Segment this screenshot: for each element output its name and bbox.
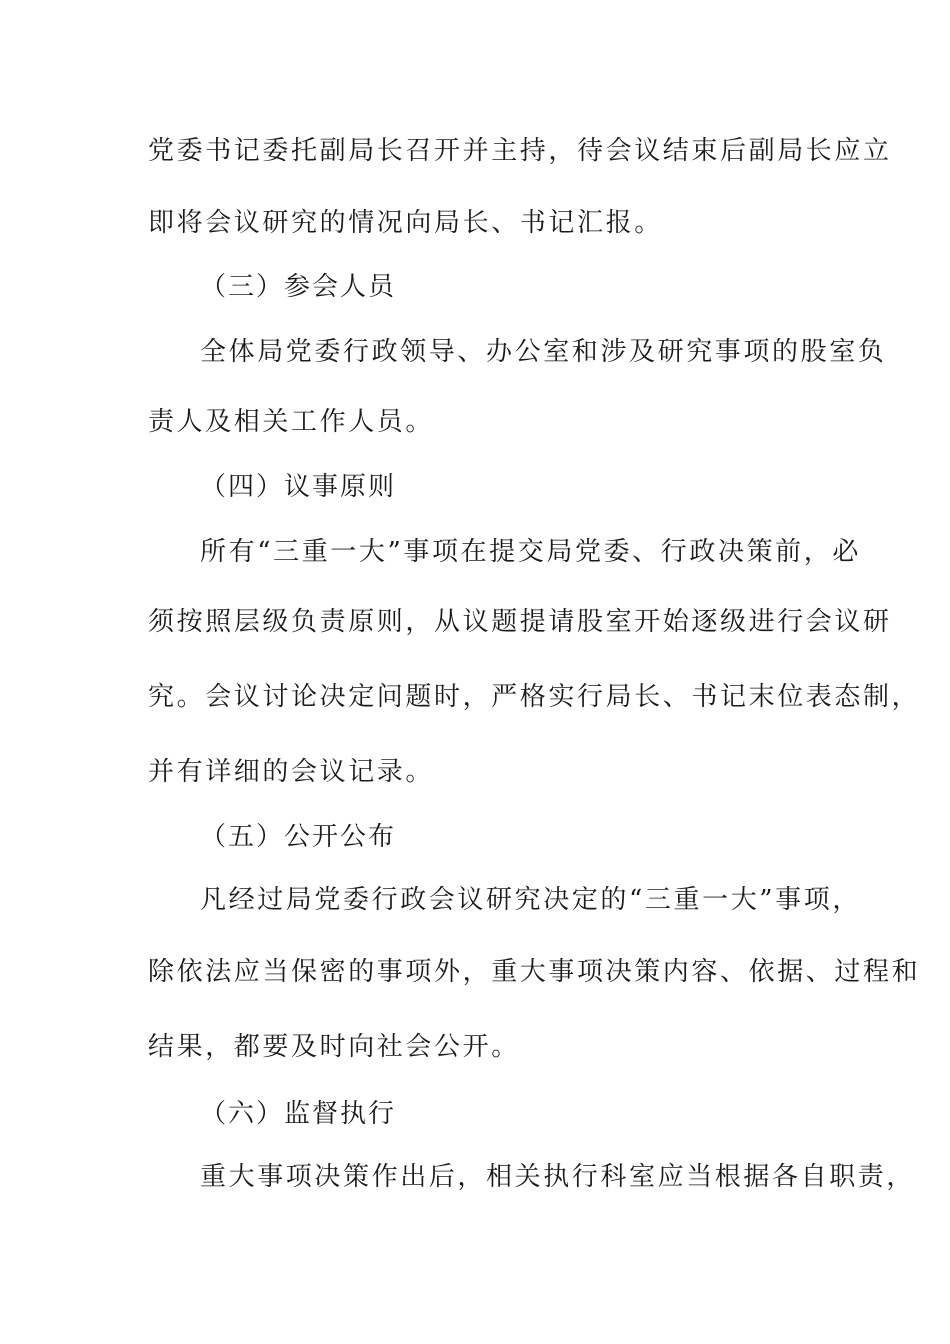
paragraph-first-line: 重大事项决策作出后，相关执行科室应当根据各自职责， bbox=[200, 1162, 916, 1192]
paragraph-first-line: 凡经过局党委行政会议研究决定的“三重一大”事项， bbox=[200, 885, 861, 915]
body-text-line: 即将会议研究的情况向局长、书记汇报。 bbox=[148, 208, 663, 238]
body-text-line: 须按照层级负责原则，从议题提请股室开始逐级进行会议研 bbox=[148, 607, 892, 637]
body-text-line: 责人及相关工作人员。 bbox=[148, 407, 435, 437]
section-heading: （六）监督执行 bbox=[200, 1099, 397, 1129]
body-text-line: 究。会议讨论决定问题时，严格实行局长、书记末位表态制， bbox=[148, 682, 921, 712]
paragraph-first-line: 全体局党委行政领导、办公室和涉及研究事项的股室负 bbox=[200, 337, 887, 367]
body-text-line: 除依法应当保密的事项外，重大事项决策内容、依据、过程和 bbox=[148, 957, 921, 987]
section-heading: （四）议事原则 bbox=[200, 472, 397, 502]
section-heading: （三）参会人员 bbox=[200, 272, 397, 302]
paragraph-first-line: 所有“三重一大”事项在提交局党委、行政决策前，必 bbox=[200, 537, 861, 567]
body-text-line: 并有详细的会议记录。 bbox=[148, 757, 435, 787]
body-text-line: 结果，都要及时向社会公开。 bbox=[148, 1032, 520, 1062]
body-text-line: 党委书记委托副局长召开并主持，待会议结束后副局长应立 bbox=[148, 136, 892, 166]
section-heading: （五）公开公布 bbox=[200, 822, 397, 852]
